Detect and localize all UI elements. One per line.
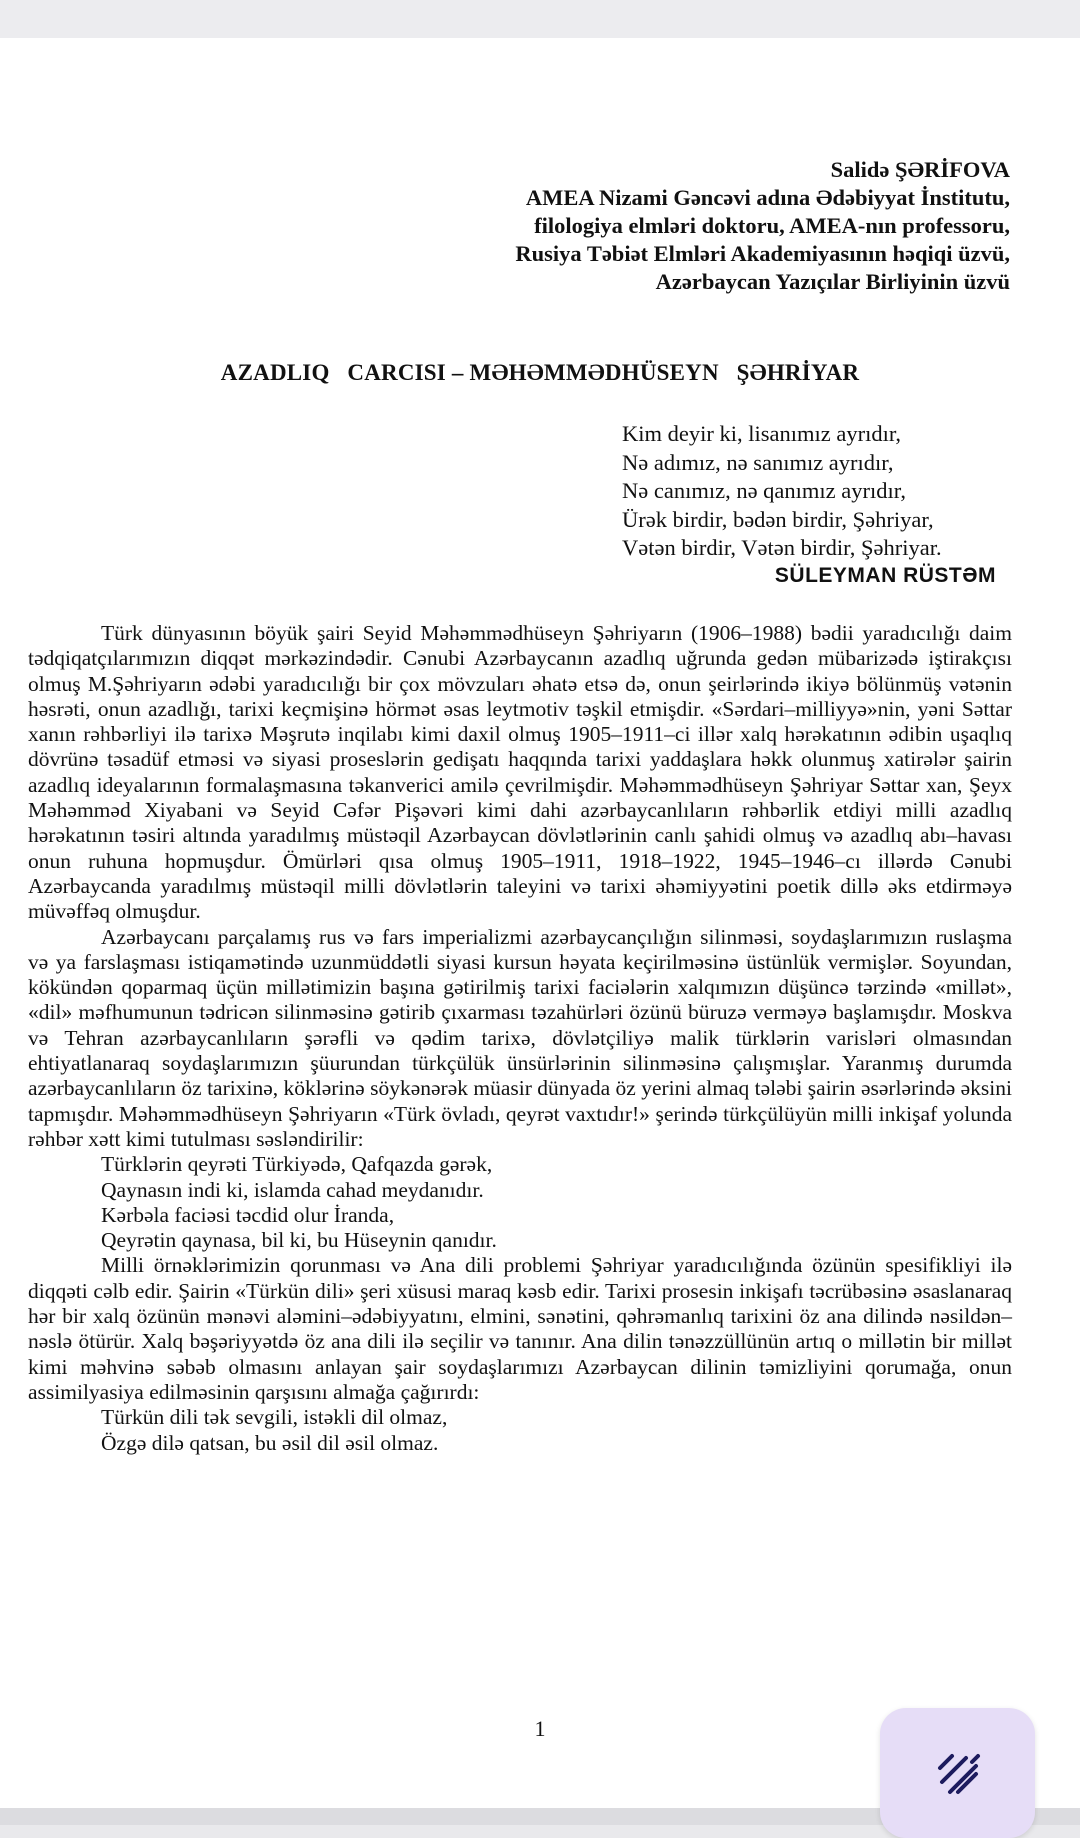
author-union: Azərbaycan Yazıçılar Birliyinin üzvü xyxy=(655,269,1010,294)
verse-line: Qaynasın indi ki, islamda cahad meydanıdır. xyxy=(101,1177,484,1202)
verse-line: Kərbəla faciəsi təcdid olur İranda, xyxy=(101,1202,395,1227)
verse-line: Qeyrətin qaynasa, bil ki, bu Hüseynin qanıdır. xyxy=(101,1228,497,1253)
verse-quote-2 xyxy=(28,1405,1012,1456)
edit-fab-button[interactable] xyxy=(880,1708,1035,1838)
verse-line: Özgə dilə qatsan, bu əsil dil əsil olmaz. xyxy=(101,1430,439,1455)
author-block xyxy=(515,156,1010,296)
verse-quote-1 xyxy=(28,1152,1012,1253)
paragraph-2: Azərbaycanı parçalamış rus və fars imperializmi azərbaycançılığın silinməsi, soydaşlarımızın ruslaşma və ya farslaşması istiqamətində uzunmüddətli siyasi kursun həyata keçirilməsinə üstünlük vermişlər. Soyundan, kökündən qoparmaq üçün millətimizin başına gətirilmiş tarixi faciələrin xalqımızın düşüncə tərzində «millət», «dil» məfhumunun tədricən silinməsinə gətirib çıxarması təzahürləri özünü büruzə verməyə başlamışdır. Moskva və Tehran azərbaycanlıların şərəfli və qədim tarixə, dövlətçiliyə malik türklərin varisləri olmasından ehtiyatlanaraq soydaşlarımızın şüurundan türkçülük ünsürlərinin silinməsinə çalışmışlar. Yaranmış durumda azərbaycanlıların öz tarixinə, köklərinə söykənərək müasir dünyada öz yerini almaq tələbi şairin əsərlərində əksini tapmışdır. Məhəmmədhüseyn Şəhriyarın «Türk övladı, qeyrət vaxtıdır!» şerində türkçülüyün milli inkişaf yolunda rəhbər xətt kimi tutulması səsləndirilir: xyxy=(28,924,1012,1151)
epigraph-line: Nə adımız, nə sanımız ayrıdır, xyxy=(622,449,894,475)
author-academy: Rusiya Təbiət Elmləri Akademiyasının həqiqi üzvü, xyxy=(515,241,1010,266)
epigraph-line: Ürək birdir, bədən birdir, Şəhriyar, xyxy=(622,506,934,532)
epigraph xyxy=(622,420,942,563)
verse-line: Türklərin qeyrəti Türkiyədə, Qafqazda gərək, xyxy=(101,1152,493,1177)
pen-edit-icon xyxy=(932,1748,984,1800)
epigraph-line: Vətən birdir, Vətən birdir, Şəhriyar. xyxy=(622,535,942,560)
author-affiliation: AMEA Nizami Gəncəvi adına Ədəbiyyat İnstitutu, xyxy=(525,185,1010,210)
paragraph-1: Türk dünyasının böyük şairi Seyid Məhəmmədhüseyn Şəhriyarın (1906–1988) bədii yaradıcılığı daim tədqiqatçılarımızın diqqət mərkəzindədir. Cənubi Azərbaycanın azadlıq uğrunda gedən mübarizədə iştirakçısı olmuş M.Şəhriyarın ədəbi yaradıcılığı bir çox mövzuları əhatə etsə də, onun şeirlərində ikiyə bölünmüş vətənin həsrəti, onun azadlığı, tarixi keçmişinə hörmət əsas leytmotiv təşkil etmişdir. «Sərdari–milliyyə»nin, yəni Səttar xanın rəhbərliyi ilə tarixə Məşrutə inqilabı kimi daxil olmuş 1905–1911–ci illər xalq hərəkatının ədibin uşaqlıq dövrünə təsadüf etməsi və siyasi proseslərin gedişatı haqqında tarixi yaddaşlara həkk olunmuş xatirələr şairin azadlıq ideyalarının formalaşmasına təkanverici amilə çevrilmişdir. Məhəmmədhüseyn Şəhriyar Səttar xan, Şeyx Məhəmməd Xiyabani və Seyid Cəfər Pişəvəri kimi dahi azərbaycanlıların rəhbərlik etdiyi milli azadlıq hərəkatının təsiri altında yaradılmış müstəqil Azərbaycan dövlətlərinin canlı şahidi olmuş və azadlıq abı–havası onun ruhuna hopmuşdur. Ömürləri qısa olmuş 1905–1911, 1918–1922, 1945–1946–cı illərdə Cənubi Azərbaycanda yaradılmış müstəqil milli dövlətlərin taleyini və tarixi əhəmiyyətini poetik dillə əks etdirməyə müvəffəq olmuşdur. xyxy=(28,621,1012,924)
paragraph-3: Milli örnəklərimizin qorunması və Ana dili problemi Şəhriyar yaradıcılığında özünün spesifikliyi ilə diqqəti cəlb edir. Şairin «Türkün dili» şeri xüsusi maraq kəsb edir. Tarixi prosesin inkişafı təcrübəsinə əsaslanaraq hər bir xalq özünün mənəvi aləmini–ədəbiyyatını, elmini, sənətini, qəhrəmanlıq tarixini öz ana dilində nəsildən–nəslə ötürür. Xalq bəşəriyyətdə öz ana dili ilə seçilir və tanınır. Ana dilin tənəzzüllünün artıq o millətin bir millət kimi məhvinə səbəb olmasını anlayan şair soydaşlarımızı Azərbaycan dilinin təmizliyini qorumağa, onun assimilyasiya edilməsinin qarşısını almağa çağırırdı: xyxy=(28,1253,1012,1404)
article-title: AZADLIQ CARCISI – MƏHƏMMƏDHÜSEYN ŞƏHRİYAR xyxy=(220,360,860,385)
document-page[interactable] xyxy=(0,38,1080,1808)
author-name: Salidə ŞƏRİFOVA xyxy=(830,157,1010,182)
epigraph-line: Kim deyir ki, lisanımız ayrıdır, xyxy=(622,421,902,446)
verse-line: Türkün dili tək sevgili, istəkli dil olmaz, xyxy=(101,1405,448,1430)
viewer-top-bar xyxy=(0,0,1080,38)
epigraph-author: SÜLEYMAN RÜSTƏM xyxy=(774,564,996,587)
page-number: 1 xyxy=(534,1716,546,1741)
article-body xyxy=(28,621,1012,1456)
epigraph-line: Nə canımız, nə qanımız ayrıdır, xyxy=(622,478,906,503)
author-degree: filologiya elmləri doktoru, AMEA-nın professoru, xyxy=(534,213,1010,238)
